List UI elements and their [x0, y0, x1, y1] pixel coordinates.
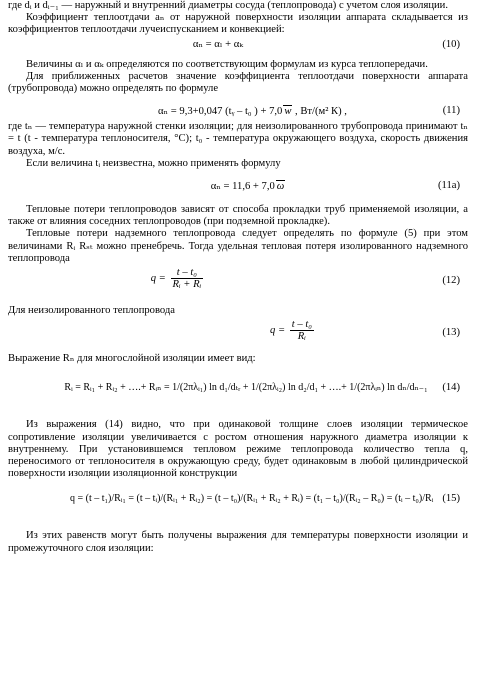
equation-11-radicand: w	[284, 106, 292, 118]
sqrt-sign	[276, 180, 285, 193]
equation-11-left: αₙ = 9,3+0,047 (tᵧ – t₀ ) + 7,0	[158, 106, 283, 118]
equation-13-q: q =	[270, 325, 286, 337]
paragraph-heat-losses: Тепловые потери теплопроводов зависят от способа прокладки труб применяемой изоляции, а также от влияния соседних теплопроводов (при подземной прокладке).	[8, 204, 468, 228]
equation-11-number: (11)	[442, 105, 460, 117]
equation-10-body: αₙ = αₗ + αₖ	[192, 38, 244, 50]
equation-14-body: Rᵢ = Rᵢ₁ + Rᵢ₂ + ….+ Rᵢₙ = 1/(2πλᵢ₁) ln d₁/dₜᵣ + 1/(2πλᵢ₂) ln d₂/d₁ + ….+ 1/(2πλᵢₙ) ln dₙ/dₙ₋₁	[64, 382, 428, 394]
equation-12-number: (12)	[442, 275, 460, 287]
paragraph-values: Величины αₗ и αₖ определяются по соответствующим формулам из курса теплопередачи.	[26, 58, 428, 70]
equation-12-q: q =	[150, 272, 166, 284]
equation-15	[8, 484, 468, 514]
fraction-numerator: t – t₀	[291, 319, 312, 331]
fraction-denominator: Rᵢ	[297, 331, 306, 343]
equation-13-number: (13)	[442, 327, 460, 339]
paragraph-from-equalities: Из этих равенств могут быть получены выражения для температуры поверхности изоляции и промежуточного слоя изоляции:	[8, 530, 468, 554]
equation-10-number: (10)	[442, 38, 460, 50]
paragraph-above-ground: Тепловые потери надземного теплопровода следует определять по формуле (5) при этом величинами Rᵢ Rₛₜ можно пренебречь. Тогда удельная тепловая потеря изолированного надземного теплопровода	[8, 228, 468, 264]
equation-15-number: (15)	[442, 493, 460, 505]
paragraph-uninsulated: Для неизолированного теплопровода	[8, 305, 175, 317]
equation-11a-number: (11a)	[438, 180, 460, 192]
equation-12	[8, 267, 468, 295]
equation-11a-body	[68, 180, 428, 193]
fraction	[171, 267, 204, 290]
equation-15-body: q = (t – t₁)/Rᵢ₁ = (t – tᵢ)/(Rᵢ₁ + Rᵢ₂) = (t – t₀)/(Rᵢ₁ + Rᵢ₂ + Rᵢ) = (t₁ – t₀)/(Rᵢ₂ – R₀) = (tᵢ – t₀)/Rᵢ	[70, 493, 434, 505]
paragraph-multilayer: Выражение Rₙ для многослойной изоляции имеет вид:	[8, 353, 256, 365]
paragraph-if-unknown: Если величина tᵢ неизвестна, можно применять формулу	[26, 157, 281, 169]
paragraph-diameters: где dᵢ и dᵢ₋₁ — наружный и внутренний диаметры сосуда (теплопровода) с учетом слоя изоляции.	[8, 0, 448, 11]
equation-10	[8, 39, 468, 53]
equation-11a-left: αₙ = 11,6 + 7,0	[210, 181, 275, 193]
equation-13	[8, 319, 468, 347]
fraction-denominator: Rᵢ + Rᵢ	[172, 279, 202, 291]
paragraph-from-expression: Из выражения (14) видно, что при одинаковой толщине слоев изоляции термическое сопротивление изоляции увеличивается с ростом отношения наружного диаметра изоляции к внутреннему. При установившемся тепловом режиме теплопровода количество тепла q, переносимого от теплоносителя в окружающую среду, будет одинаковым в любой цилиндрической поверхности изоляции изоляционной конструкции	[8, 419, 468, 480]
fraction	[290, 319, 314, 342]
fraction-numerator: t – t₀	[176, 267, 197, 279]
equation-11-right: , Вт/(м² К) ,	[292, 106, 347, 118]
equation-11-body	[158, 105, 428, 118]
paragraph-approximate: Для приближенных расчетов значение коэффициента теплоотдачи поверхности аппарата (трубопровода) можно определять по формуле	[8, 70, 468, 95]
equation-12-body	[8, 267, 348, 290]
paragraph-where-tn: где tₙ — температура наружной стенки изоляции; для неизолированного трубопровода принимают tₙ = t (t - температура теплоносителя, °С); t₀ - температура окружающего воздуха, скорость движения воздуха, м/с.	[8, 121, 468, 157]
equation-11	[8, 105, 468, 119]
equation-13-body	[158, 319, 428, 342]
equation-14	[8, 373, 468, 403]
equation-11a	[8, 180, 468, 194]
equation-11a-radicand: ω	[276, 181, 285, 193]
paragraph-heat-transfer-coefficient: Коэффициент теплоотдачи aₙ от наружной поверхности изоляции аппарата складывается из коэффициентов теплоотдачи лучеиспусканием и конвекцией:	[8, 12, 468, 36]
equation-14-number: (14)	[442, 382, 460, 394]
